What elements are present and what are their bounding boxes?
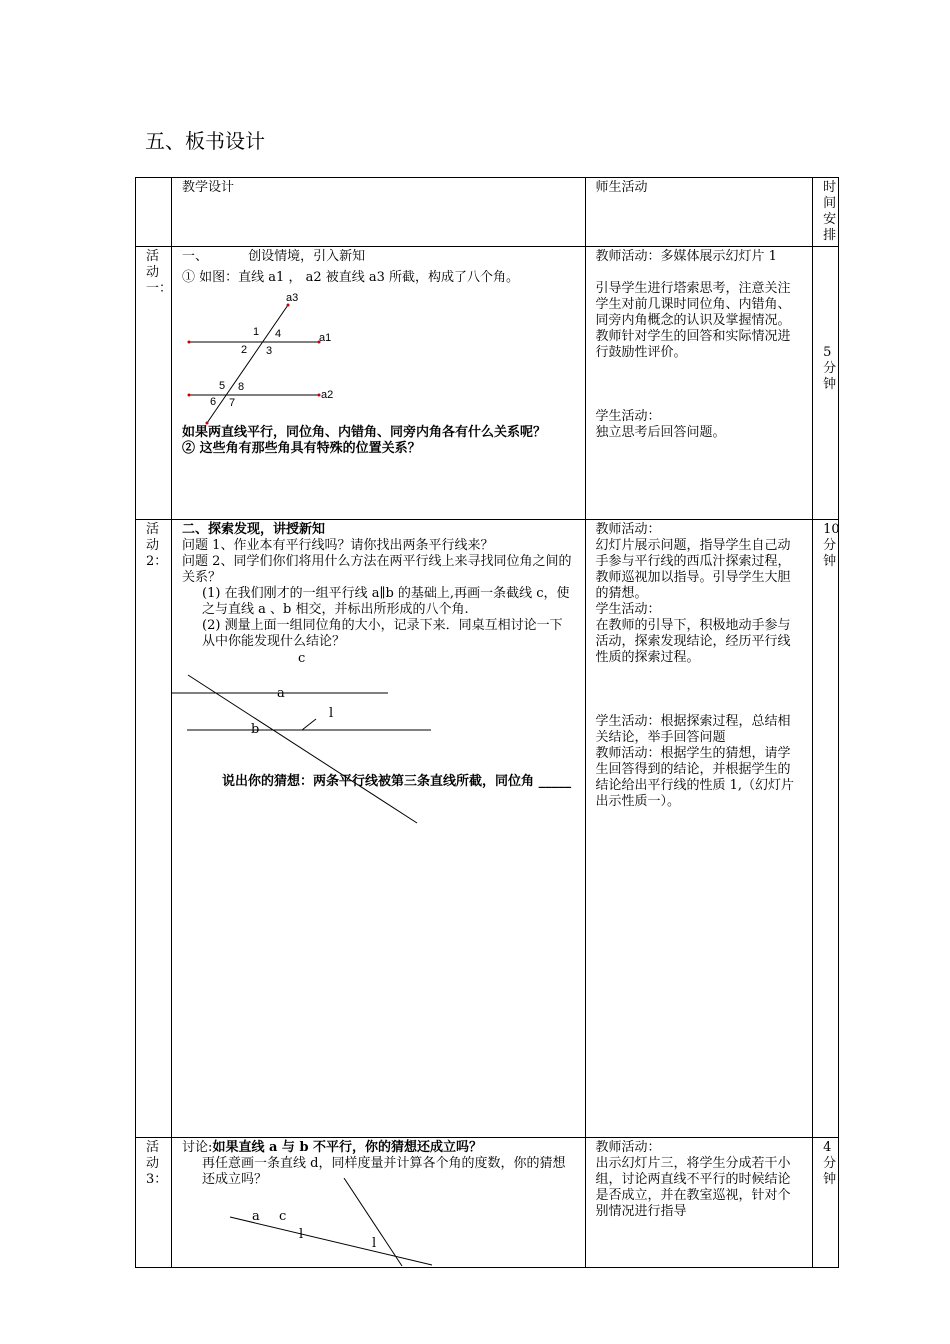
angle-mark (302, 719, 316, 730)
activity2-conclusion: 说出你的猜想：两条平行线被第三条直线所截，同位角 _____ (222, 774, 572, 789)
activity1-student-label: 学生活动： (595, 409, 661, 424)
lesson-plan-table (135, 177, 839, 1268)
header-time: 时间安排 (813, 178, 839, 247)
line-c (188, 675, 417, 823)
activity2-teacher-label: 教师活动： (595, 522, 661, 537)
activity2-student-label: 学生活动： (595, 602, 661, 617)
activity1-intro: ① 如图：直线 a1 ， a2 被直线 a3 所截，构成了八个角。 (182, 270, 520, 285)
activity1-student-text: 独立思考后回答问题。 (595, 425, 726, 440)
activity2-teacher-summary: 教师活动：根据学生的猜想，请学生回答得到的结论，并根据学生的结论给出平行线的性质 1,（幻灯片出示性质一）。 (595, 746, 795, 809)
line-a-slanted (230, 1217, 432, 1265)
svg-text:3: 3 (266, 345, 273, 357)
header-design: 教学设计 (172, 178, 585, 247)
svg-text:c: c (298, 651, 306, 666)
svg-text:l: l (329, 706, 334, 721)
activity2-roles (585, 520, 813, 1138)
activity2-student-summary: 学生活动：根据探索过程，总结相关结论，举手回答问题 (595, 714, 791, 745)
activity2-title: 二、探索发现，讲授新知 (182, 522, 326, 537)
svg-text:l: l (299, 1227, 304, 1242)
activity3-discussion: 讨论:如果直线 a 与 b 不平行，你的猜想还成立吗？ (182, 1140, 483, 1155)
activity2-student-text: 在教师的引导下，积极地动手参与活动，探索发现结论，经历平行线性质的探索过程。 (595, 618, 791, 665)
svg-text:2: 2 (241, 344, 248, 356)
activity1-teacher-text: 引导学生进行塔索思考，注意关注学生对前几课时同位角、内错角、同旁内角概念的认识及掌握情况。教师针对学生的回答和实际情况进行鼓励性评价。 (595, 281, 791, 360)
parallel-lines-figure (172, 650, 539, 830)
svg-text:a: a (277, 686, 285, 701)
svg-text:6: 6 (210, 396, 217, 408)
table-header-row (136, 178, 839, 247)
activity3-label: 活动3： (136, 1138, 172, 1268)
svg-text:l: l (372, 1236, 377, 1251)
activity3-teacher-text: 出示幻灯片三，将学生分成若干小组，讨论两直线不平行的时候结论是否成立，并在教室巡视，针对个别情况进行指导 (595, 1156, 791, 1219)
svg-text:1: 1 (253, 326, 260, 338)
activity3-design (172, 1138, 585, 1268)
label-a2: a2 (321, 389, 334, 401)
activity3-time: 4分钟 (813, 1138, 839, 1268)
activity2-time: 10分钟 (813, 520, 839, 1138)
activity2-label: 活动2： (136, 520, 172, 1138)
activity3-instruction: 再任意画一条直线 d，同样度量并计算各个角的度数，你的猜想还成立吗？ (202, 1156, 566, 1187)
label-a3: a3 (286, 292, 299, 304)
activity3-teacher-label: 教师活动： (595, 1140, 661, 1155)
activity1-title: 一、 创设情境，引入新知 (182, 249, 366, 264)
header-blank-cell (136, 178, 172, 247)
activity1-teacher-label: 教师活动：多媒体展示幻灯片 1 (595, 249, 777, 264)
activity2-problem1: 问题 1、作业本有平行线吗？请你找出两条平行线来？ (182, 538, 494, 553)
table-row-activity1 (136, 247, 839, 520)
svg-text:4: 4 (275, 328, 282, 340)
svg-text:7: 7 (229, 397, 236, 409)
header-activities: 师生活动 (585, 178, 813, 247)
svg-text:a: a (252, 1209, 260, 1224)
activity3-roles (585, 1138, 813, 1268)
activity1-time: 5分钟 (813, 247, 839, 520)
activity2-problem2: 问题 2、同学们你们将用什么方法在两平行线上来寻找同位角之间的关系？ (182, 554, 572, 585)
activity1-roles (585, 247, 813, 520)
activity1-label: 活动一： (136, 247, 172, 520)
activity1-question2: ② 这些角有那些角具有特殊的位置关系？ (182, 441, 421, 456)
activity2-design (172, 520, 585, 1138)
line-a3 (207, 305, 288, 423)
nonparallel-lines-figure (172, 1178, 539, 1268)
activity1-design (172, 247, 585, 520)
svg-text:c: c (279, 1209, 287, 1224)
line-d (344, 1178, 402, 1266)
svg-text:b: b (251, 722, 260, 737)
activity2-teacher-text: 幻灯片展示问题，指导学生自己动手参与平行线的西瓜汁探索过程，教师巡视加以指导。引导学生大胆的猜想。 (595, 538, 791, 601)
activity2-step2: (2) 测量上面一组同位角的大小，记录下来．同桌互相讨论一下从中你能发现什么结论？ (202, 618, 563, 649)
label-a1: a1 (319, 332, 332, 344)
activity2-step1: (1) 在我们刚才的一组平行线 a∥b 的基础上,再画一条截线 c，使之与直线 a 、b 相交，并标出所形成的八个角. (202, 586, 570, 617)
table-row-activity3 (136, 1138, 839, 1268)
activity1-question1: 如果两直线平行，同位角、内错角、同旁内角各有什么关系呢？ (182, 425, 547, 440)
transversal-figure-1 (182, 290, 342, 425)
svg-text:5: 5 (219, 380, 226, 392)
section-heading: 五、板书设计 (145, 129, 265, 153)
table-row-activity2 (136, 520, 839, 1138)
svg-text:8: 8 (238, 381, 245, 393)
